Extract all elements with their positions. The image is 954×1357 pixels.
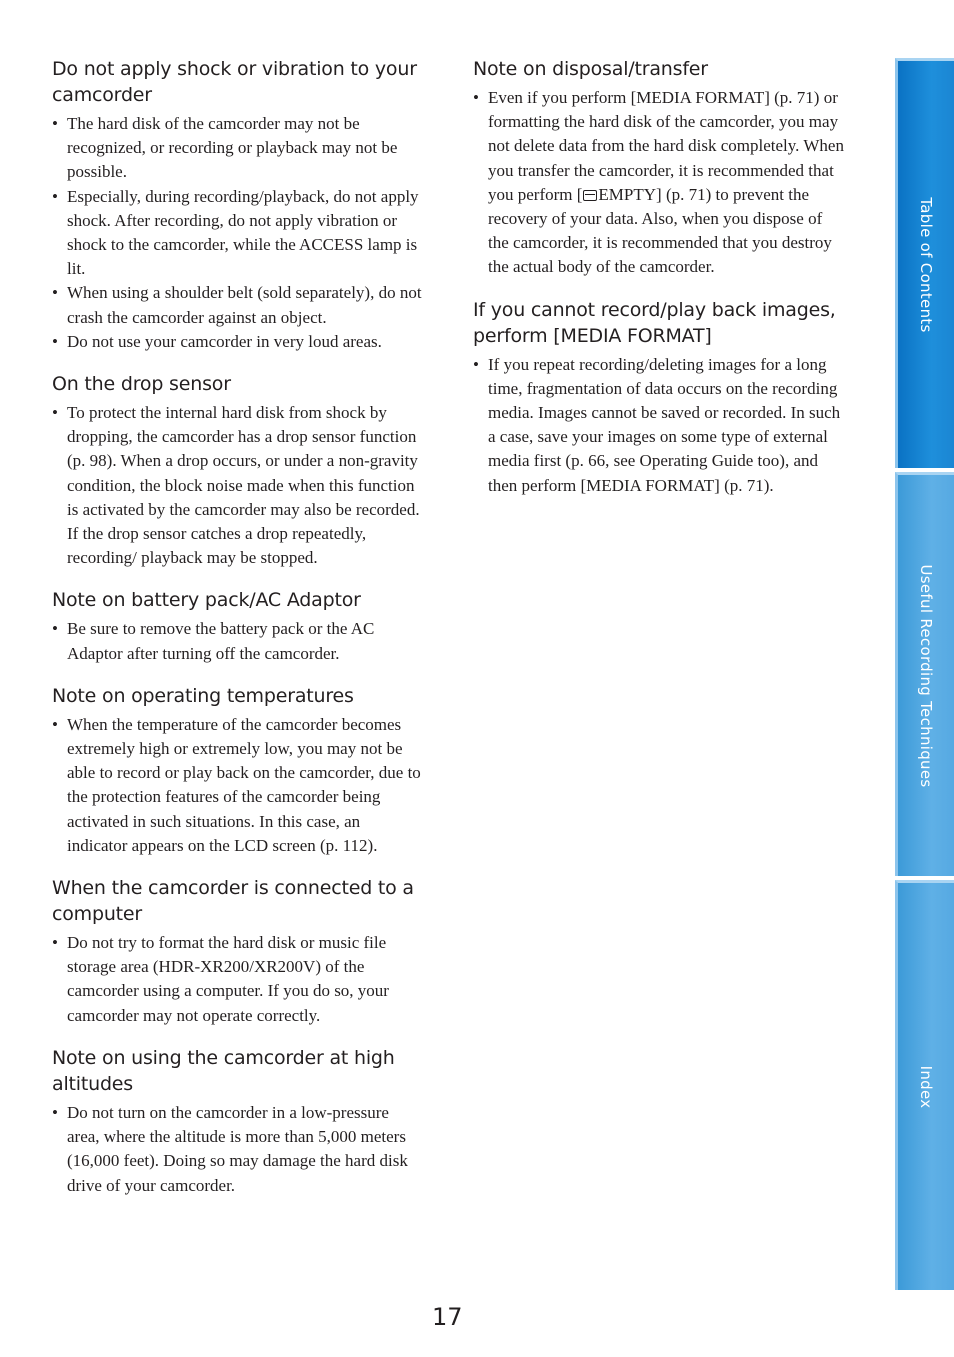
tab-table-of-contents[interactable] <box>895 58 954 468</box>
bullet-list <box>52 401 424 570</box>
list-item: • Do not use your camcorder in very loud areas. <box>52 330 424 354</box>
section-heading: Note on disposal/transfer <box>473 58 708 80</box>
bullet-list <box>52 617 424 665</box>
section-disposal <box>473 56 845 280</box>
tab-useful-recording-techniques[interactable] <box>895 472 954 876</box>
tab-label: Useful Recording Techniques <box>917 564 935 787</box>
left-column <box>52 56 424 1215</box>
list-item: • To protect the internal hard disk from shock by dropping, the camcorder has a drop sensor function (p. 98). When a drop occurs, or under a non-gravity condition, the block noise made when this function is activated by the camcorder may also be recorded. If the drop sensor catches a drop repeatedly, recording/ playback may be stopped. <box>52 401 424 570</box>
section-heading: If you cannot record/play back images, perform [MEDIA FORMAT] <box>473 298 836 347</box>
list-item: • When using a shoulder belt (sold separately), do not crash the camcorder against an object. <box>52 281 424 329</box>
bullet-list <box>52 112 424 354</box>
section-heading: Note on battery pack/AC Adaptor <box>52 589 361 612</box>
bullet-list <box>52 931 424 1028</box>
bullet-list <box>52 713 424 858</box>
section-heading: When the camcorder is connected to a computer <box>52 877 414 926</box>
disposal-text-start: Even if you perform [MEDIA FORMAT] (p. 71) or formatting the hard disk of the camcorder, you may not delete data from the hard disk completely. When you transfer the camcorder, it is recommended that you perform [ <box>488 88 844 204</box>
right-column <box>473 56 845 515</box>
list-item: • Do not turn on the camcorder in a low-pressure area, where the altitude is more than 5,000 meters (16,000 feet). Doing so may damage the hard disk drive of your camcorder. <box>52 1101 424 1198</box>
section-altitudes <box>52 1045 424 1198</box>
section-drop-sensor <box>52 371 424 570</box>
list-item: • When the temperature of the camcorder becomes extremely high or extremely low, you may not be able to record or play back on the camcorder, due to the protection features of the camcorder being activated in such situations. In this case, an indicator appears on the LCD screen (p. 112). <box>52 713 424 858</box>
section-heading: Do not apply shock or vibration to your camcorder <box>52 58 417 106</box>
list-item <box>473 86 845 280</box>
list-item: • Be sure to remove the battery pack or the AC Adaptor after turning off the camcorder. <box>52 617 424 665</box>
list-item: • The hard disk of the camcorder may not be recognized, or recording or playback may not be possible. <box>52 112 424 185</box>
section-heading: Note on operating temperatures <box>52 684 354 707</box>
bullet-list <box>473 86 845 280</box>
section-heading: Note on using the camcorder at high altitudes <box>52 1046 395 1095</box>
bullet-list <box>52 1101 424 1198</box>
hard-disk-icon <box>583 190 597 201</box>
section-heading: On the drop sensor <box>52 373 231 396</box>
bullet-list <box>473 353 845 498</box>
section-temperatures <box>52 683 424 858</box>
tab-label: Index <box>917 1065 935 1108</box>
section-cannot-record <box>473 297 845 498</box>
section-battery <box>52 587 424 665</box>
list-item: • Do not try to format the hard disk or music file storage area (HDR-XR200/XR200V) of the camcorder using a computer. If you do so, your camcorder may not operate correctly. <box>52 931 424 1028</box>
list-item: • If you repeat recording/deleting images for a long time, fragmentation of data occurs on the recording media. Images cannot be saved or recorded. In such a case, save your images on some type of external media first (p. 66, see Operating Guide too), and then perform [MEDIA FORMAT] (p. 71). <box>473 353 845 498</box>
page-number: 17 <box>432 1303 463 1331</box>
disposal-text-end: EMPTY] (p. 71) to prevent the recovery of your data. Also, when you dispose of the camcorder, it is recommended that you destroy the actual body of the camcorder. <box>488 184 832 277</box>
tab-label: Table of Contents <box>917 196 935 333</box>
list-item: • Especially, during recording/playback, do not apply shock. After recording, do not apply vibration or shock to the camcorder, while the ACCESS lamp is lit. <box>52 185 424 282</box>
section-computer <box>52 875 424 1028</box>
tab-index[interactable] <box>895 880 954 1290</box>
section-shock-vibration <box>52 56 424 354</box>
